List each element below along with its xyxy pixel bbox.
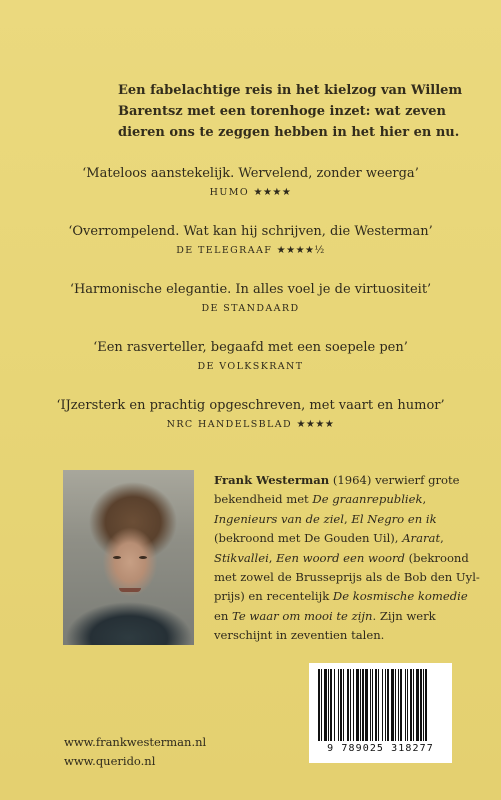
- photo-mouth: [119, 588, 141, 592]
- rating-stars: ★★★★: [253, 187, 292, 198]
- book-title: Ararat: [402, 531, 441, 546]
- source-name: DE TELEGRAAF: [176, 245, 273, 256]
- bio-text: ,: [343, 511, 352, 526]
- book-title: Ingenieurs van de ziel: [214, 511, 344, 526]
- book-title: De kosmische komedie: [332, 589, 468, 604]
- blurb-text: Een fabelachtige reis in het kielzog van Willem Barentsz met een torenhoge inzet: wat zeven dieren ons te zeggen hebben in het hier en nu.: [118, 83, 463, 140]
- author-name: Frank Westerman: [214, 473, 330, 487]
- quote-text: ‘IJzersterk en prachtig opgeschreven, met vaart en humor’: [56, 398, 445, 413]
- rating-stars: ★★★★: [296, 419, 335, 430]
- rating-stars: ★★★★½: [276, 245, 325, 256]
- isbn-barcode: [309, 663, 452, 763]
- author-photo: [63, 470, 194, 645]
- bio-text: . Zijn werk verschijnt in zeventien talen.: [214, 608, 436, 643]
- bio-text: (bekroond met De Gouden Uil),: [214, 531, 403, 546]
- review-quote: [0, 397, 501, 432]
- quote-text: ‘Mateloos aanstekelijk. Wervelend, zonder weerga’: [82, 166, 419, 181]
- quote-text: ‘Een rasverteller, begaafd met een soepele pen’: [93, 340, 408, 355]
- book-title: Stikvallei: [214, 550, 269, 565]
- bio-text: (bekroond met zowel de Brusseprijs als de Bob den Uyl-prijs) en recentelijk: [214, 550, 480, 604]
- source-name: NRC HANDELSBLAD: [166, 419, 293, 430]
- review-quote: [0, 165, 501, 200]
- quote-text: ‘Harmonische elegantie. In alles voel je de virtuositeit’: [69, 282, 432, 297]
- review-quote: [0, 339, 501, 374]
- review-quote: [0, 281, 501, 316]
- review-quotes: [0, 165, 501, 432]
- bio-text: (1964) verwierf grote bekendheid met: [214, 473, 460, 507]
- author-bio: [214, 471, 484, 646]
- bio-text: en: [214, 608, 233, 623]
- quote-source: [0, 186, 501, 200]
- photo-eye: [139, 556, 147, 559]
- review-quote: [0, 223, 501, 258]
- website-links: [64, 733, 206, 771]
- bio-text: ,: [422, 492, 427, 507]
- bio-text: ,: [440, 531, 444, 546]
- source-name: HUMO: [209, 187, 250, 198]
- source-name: DE STANDAARD: [201, 303, 300, 314]
- book-title: De graanrepubliek: [312, 492, 423, 507]
- book-title: El Negro en ik: [351, 511, 437, 526]
- source-name: DE VOLKSKRANT: [197, 361, 304, 372]
- quote-source: [0, 418, 501, 432]
- website-link[interactable]: www.querido.nl: [64, 754, 156, 768]
- quote-source: [0, 360, 501, 374]
- quote-source: [0, 244, 501, 258]
- book-title: Een woord een woord: [276, 550, 405, 565]
- book-title: Te waar om mooi te zijn: [232, 608, 373, 623]
- quote-text: ‘Overrompelend. Wat kan hij schrijven, die Westerman’: [68, 224, 433, 239]
- website-link[interactable]: www.frankwesterman.nl: [64, 735, 207, 749]
- quote-source: [0, 302, 501, 316]
- isbn-number: 9 789025 318277: [327, 743, 434, 754]
- photo-eye: [113, 556, 121, 559]
- bio-text: ,: [268, 550, 277, 565]
- barcode-bars: [316, 669, 445, 743]
